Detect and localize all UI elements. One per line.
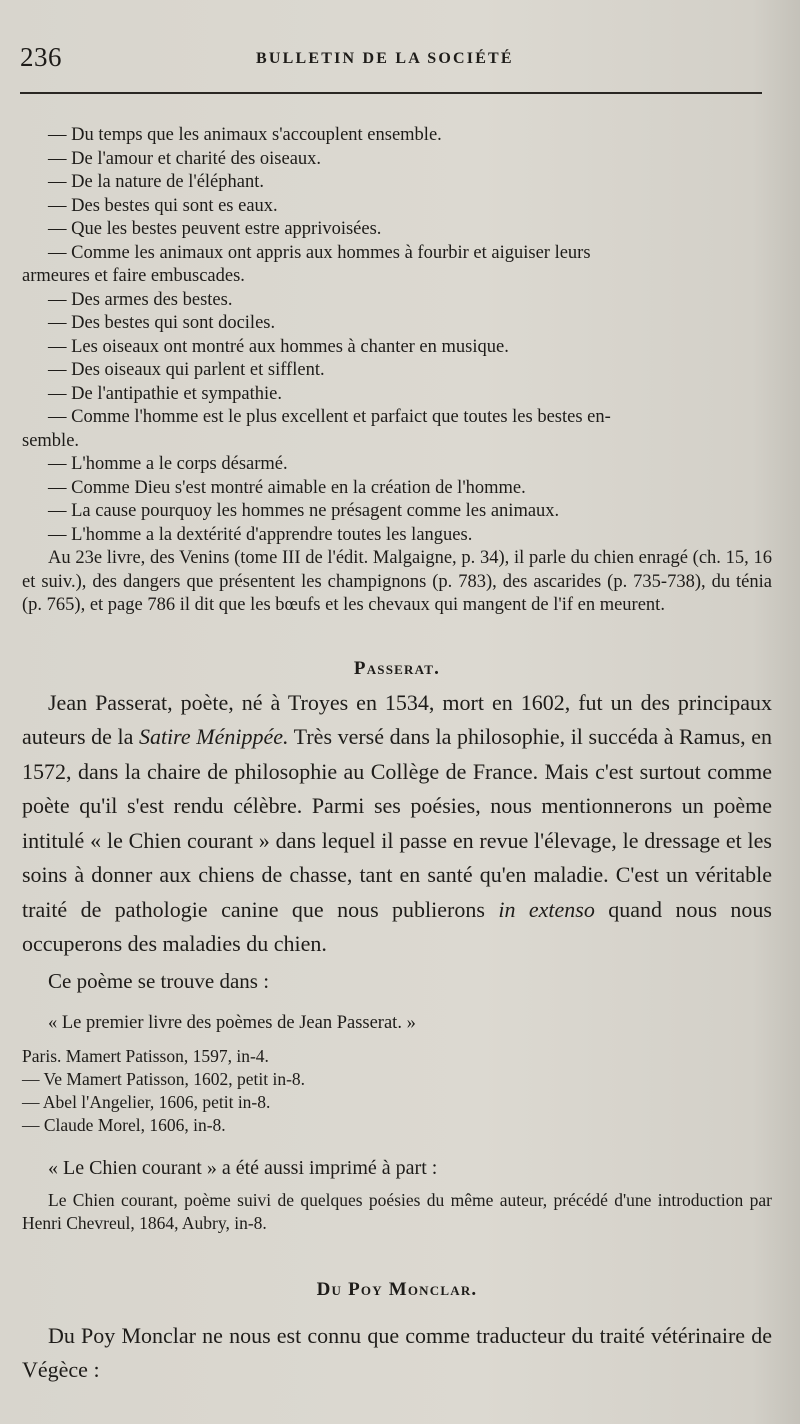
separate-print-line: « Le Chien courant » a été aussi imprimé à part : (48, 1156, 438, 1179)
section-title-passerat: Passerat. (353, 657, 441, 679)
page-header (20, 42, 760, 82)
page-number: 236 (20, 42, 62, 72)
list-item: — Comme Dieu s'est montré aimable en la création de l'homme. (48, 477, 526, 498)
list-item: — Des armes des bestes. (48, 289, 233, 310)
monclar-paragraph: Du Poy Monclar ne nous est connu que comme traducteur du traité vétérinaire de Végèce : (22, 1322, 772, 1382)
list-item: semble. (22, 430, 80, 451)
passerat-text-3: quand nous nous occuperons des maladies du chien. (22, 896, 772, 956)
list-item: — Comme les animaux ont appris aux hommes à fourbir et aiguiser leurs (48, 242, 591, 263)
venins-paragraph: Au 23e livre, des Venins (tome III de l'édit. Malgaigne, p. 34), il parle du chien enragé (ch. 15, 16 et suiv.), des dangers que présentent les champignons (p. 783), des ascarides (p. 735-738), du ténia (p. 765), et page 786 il dit que les bœufs et les chevaux qui mangent de l'if en meurent. (22, 548, 772, 615)
list-item: — Des bestes qui sont es eaux. (48, 195, 278, 216)
list-item: — L'homme a la dextérité d'apprendre toutes les langues. (48, 524, 473, 545)
passerat-italic-title: Satire Ménippée. (138, 724, 289, 749)
header-rule (20, 92, 762, 94)
passerat-italic-extenso: in extenso (498, 896, 595, 922)
list-item: — Que les bestes peuvent estre apprivoisées. (48, 219, 382, 239)
list-item: — Comme l'homme est le plus excellent et parfaict que toutes les bestes en- (48, 407, 611, 427)
page-body (22, 124, 772, 1388)
list-item: — La cause pourquoy les hommes ne présagent comme les animaux. (48, 501, 560, 521)
list-item: Paris. Mamert Patisson, 1597, in-4. (22, 1045, 269, 1066)
list-item: — Abel l'Angelier, 1606, petit in-8. (22, 1091, 271, 1112)
chapter-list (22, 124, 772, 547)
separate-print-detail: Le Chien courant, poème suivi de quelques poésies du même auteur, précédé d'une introduction par Henri Chevreul, 1864, Aubry, in-8. (22, 1189, 772, 1233)
list-item: — Des oiseaux qui parlent et sifflent. (48, 360, 325, 380)
intro-line: Ce poème se trouve dans : (48, 968, 270, 993)
list-item: — L'homme a le corps désarmé. (48, 454, 288, 474)
passerat-paragraph (22, 686, 772, 962)
book-title: « Le premier livre des poèmes de Jean Passerat. » (48, 1012, 416, 1033)
list-item: — Du temps que les animaux s'accouplent ensemble. (48, 125, 442, 145)
passerat-text-2: Très versé dans la philosophie, il succéda à Ramus, en 1572, dans la chaire de philosophie au Collège de France. Mais c'est surtout comme poète qu'il s'est rendu célèbre. Parmi ses poésies, nous mentionnerons un poème intitulé « le Chien courant » dans lequel il passe en revue l'élevage, le dressage et les soins à donner aux chiens de chasse, tant en santé qu'en maladie. C'est un véritable traité de pathologie canine que nous publierons (22, 724, 773, 922)
running-title: BULLETIN DE LA SOCIÉTÉ (256, 50, 514, 67)
list-item: — Claude Morel, 1606, in-8. (22, 1114, 226, 1135)
list-item: — De la nature de l'éléphant. (48, 172, 264, 192)
list-item: — Des bestes qui sont dociles. (48, 313, 276, 333)
section-title-monclar: Du Poy Monclar. (316, 1278, 478, 1300)
list-item: armeures et faire embuscades. (22, 266, 245, 286)
list-item: — Ve Mamert Patisson, 1602, petit in-8. (22, 1068, 306, 1089)
passerat-text-1: Jean Passerat, poète, né à Troyes en 1534, mort en 1602, fut un des principaux auteurs de la (22, 689, 772, 749)
editions-list (22, 1045, 772, 1137)
list-item: — De l'antipathie et sympathie. (48, 383, 283, 404)
list-item: — De l'amour et charité des oiseaux. (48, 148, 322, 169)
list-item: — Les oiseaux ont montré aux hommes à chanter en musique. (48, 336, 509, 357)
